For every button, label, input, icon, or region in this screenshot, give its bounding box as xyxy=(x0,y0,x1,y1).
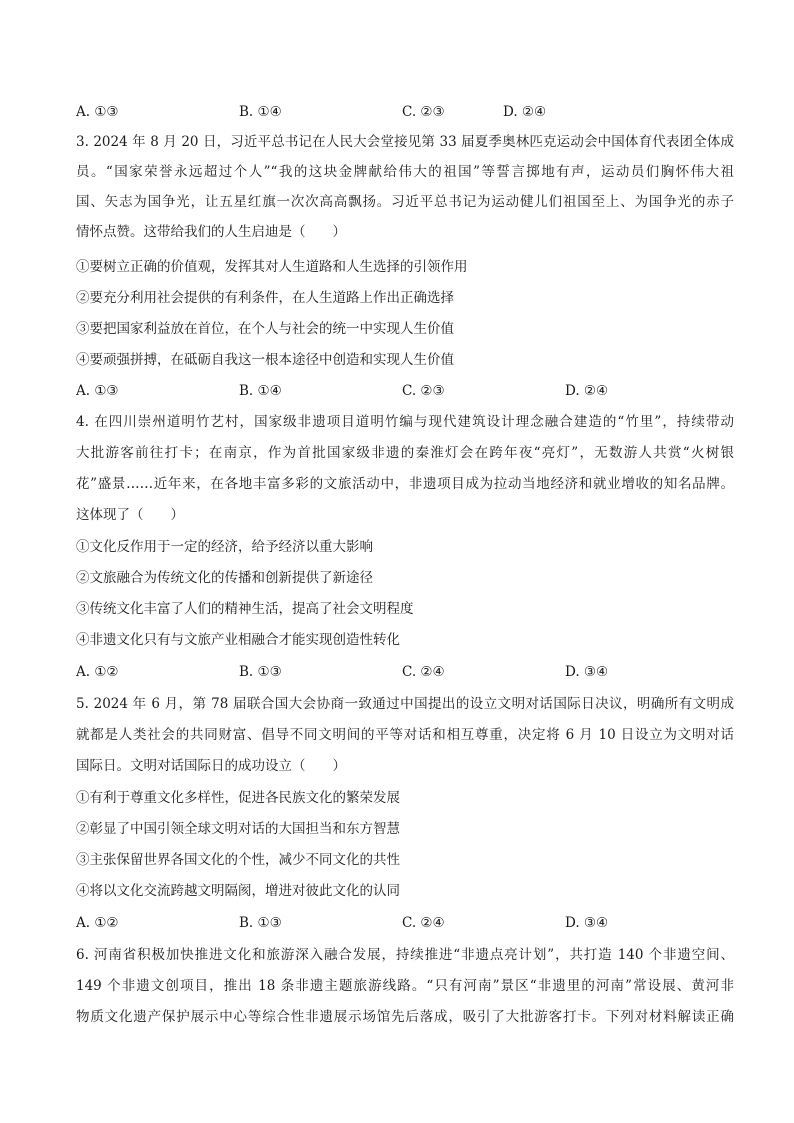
q3-stem-line: 员。“国家荣誉永远超过个人”“我的这块金牌献给伟大的祖国”等誓言掷地有声，运动员们胸怀伟大祖 xyxy=(76,164,734,180)
q3-item-3: ③要把国家利益放在首位，在个人与社会的统一中实现人生价值 xyxy=(76,321,454,337)
q4-item-2: ②文旅融合为传统文化的传播和创新提供了新途径 xyxy=(76,570,373,586)
q2-option-d: D. ②④ xyxy=(503,104,547,120)
q5-item-1: ①有利于尊重文化多样性，促进各民族文化的繁荣发展 xyxy=(76,790,400,806)
q3-option-b: B. ①④ xyxy=(239,383,282,399)
q6-stem-line: 物质文化遗产保护展示中心等综合性非遗展示场馆先后落成，吸引了大批游客打卡。下列对材料解读正确 xyxy=(76,1009,734,1025)
q2-option-a: A. ①③ xyxy=(76,104,119,120)
q3-item-1: ①要树立正确的价值观，发挥其对人生道路和人生选择的引领作用 xyxy=(76,259,468,275)
q3-option-d: D. ②④ xyxy=(565,383,609,399)
q4-stem-line: 大批游客前往打卡；在南京，作为首批国家级非遗的秦淮灯会在跨年夜“亮灯”，无数游人共赏“火树银 xyxy=(76,445,734,461)
q3-option-a: A. ①③ xyxy=(76,383,119,399)
q5-option-b: B. ①③ xyxy=(239,915,282,931)
q2-option-b: B. ①④ xyxy=(239,104,282,120)
q5-option-d: D. ③④ xyxy=(565,915,609,931)
q4-option-c: C. ②④ xyxy=(402,664,445,680)
q5-stem-line: 国际日。文明对话国际日的成功设立（ ） xyxy=(76,758,346,774)
q4-item-4: ④非遗文化只有与文旅产业相融合才能实现创造性转化 xyxy=(76,632,400,648)
q3-options xyxy=(76,380,736,402)
q5-option-a: A. ①② xyxy=(76,915,119,931)
q4-option-a: A. ①② xyxy=(76,664,119,680)
q4-options xyxy=(76,661,736,683)
q4-stem-line: 这体现了（ ） xyxy=(76,507,184,523)
q2-options xyxy=(76,101,736,123)
q4-option-b: B. ①③ xyxy=(239,664,282,680)
q4-option-d: D. ③④ xyxy=(565,664,609,680)
q5-item-3: ③主张保留世界各国文化的个性，减少不同文化的共性 xyxy=(76,852,400,868)
q5-item-2: ②彰显了中国引领全球文明对话的大国担当和东方智慧 xyxy=(76,821,400,837)
q4-stem-line: 花”盛景……近年来，在各地丰富多彩的文旅活动中，非遗项目成为拉动当地经济和就业增收的知名品牌。 xyxy=(76,476,734,492)
q3-option-c: C. ②③ xyxy=(402,383,445,399)
q3-stem-line: 情怀点赞。这带给我们的人生启迪是（ ） xyxy=(76,224,346,240)
q3-stem-line: 国、矢志为国争光，让五星红旗一次次高高飘扬。习近平总书记为运动健儿们祖国至上、为国争光的赤子 xyxy=(76,194,734,210)
q3-stem-line: 3. 2024 年 8 月 20 日，习近平总书记在人民大会堂接见第 33 届夏季奥林匹克运动会中国体育代表团全体成 xyxy=(76,134,734,150)
q3-item-2: ②要充分利用社会提供的有利条件，在人生道路上作出正确选择 xyxy=(76,290,454,306)
q5-stem-line: 5. 2024 年 6 月，第 78 届联合国大会协商一致通过中国提出的设立文明对话国际日决议，明确所有文明成 xyxy=(76,696,734,712)
q6-stem-line: 6. 河南省积极加快推进文化和旅游深入融合发展，持续推进“非遗点亮计划”，共打造 140 个非遗空间、 xyxy=(76,947,734,963)
q4-item-3: ③传统文化丰富了人们的精神生活，提高了社会文明程度 xyxy=(76,601,414,617)
q2-option-c: C. ②③ xyxy=(402,104,445,120)
q5-stem-line: 就都是人类社会的共同财富、倡导不同文明间的平等对话和相互尊重，决定将 6 月 10 日设立为文明对话 xyxy=(76,727,734,743)
q5-option-c: C. ②④ xyxy=(402,915,445,931)
q5-item-4: ④将以文化交流跨越文明隔阂，增进对彼此文化的认同 xyxy=(76,883,400,899)
q4-item-1: ①文化反作用于一定的经济，给予经济以重大影响 xyxy=(76,539,373,555)
q4-stem-line: 4. 在四川崇州道明竹艺村，国家级非遗项目道明竹编与现代建筑设计理念融合建造的“竹里”，持续带动 xyxy=(76,414,734,430)
q3-item-4: ④要顽强拼搏，在砥砺自我这一根本途径中创造和实现人生价值 xyxy=(76,352,454,368)
q6-stem-line: 149 个非遗文创项目，推出 18 条非遗主题旅游线路。“只有河南”景区“非遗里的河南”常设展、黄河非 xyxy=(76,978,734,994)
q5-options xyxy=(76,912,736,934)
